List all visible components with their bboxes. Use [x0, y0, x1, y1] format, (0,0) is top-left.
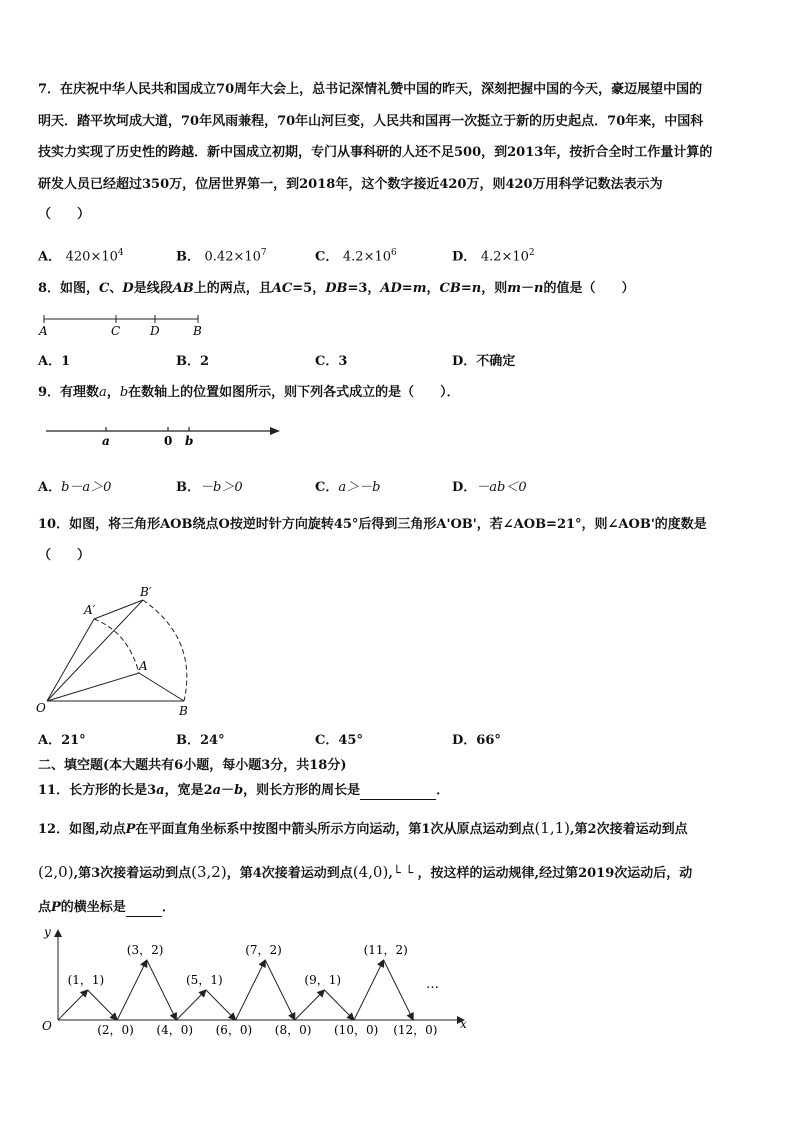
q9-label-b: b — [185, 434, 194, 448]
q10-line-2: （ ） — [38, 548, 91, 563]
q9-label-zero: 0 — [164, 434, 173, 448]
q12-bottom-label: (2，0) — [97, 1023, 134, 1037]
q9-option-b[interactable]: B．－b＞0 — [176, 480, 243, 495]
q12-path-segment — [58, 990, 88, 1020]
q10-option-c[interactable]: C．45° — [315, 733, 363, 748]
q12-path-segment — [206, 990, 236, 1020]
q12-bottom-label: (4，0) — [156, 1023, 194, 1037]
q12-axis-x-label: x — [460, 1017, 467, 1031]
q8-point-d-label: D — [150, 324, 160, 338]
q8-point-c-label: C — [111, 324, 121, 338]
q8-stem: 8．如图，C、D是线段AB上的两点，且AC=5，DB=3，AD=m，CB=n，则m－n的值是（ ） — [38, 281, 635, 296]
q12-line-2: (2,0),第3次接着运动到点(3,2)，第4次接着运动到点(4,0),└ └ ，按这样的运动规律,经过第2019次运动后，动 — [38, 863, 693, 881]
q12-bottom-label: (10，0) — [334, 1023, 379, 1037]
q12-peak-label: (3，2) — [126, 943, 164, 957]
q12-peak-label: (5，1) — [186, 973, 223, 987]
q8-point-b-label: B — [193, 324, 202, 338]
q10-option-d[interactable]: D．66° — [452, 733, 501, 748]
q10-option-b[interactable]: B．24° — [176, 733, 225, 748]
q12-path-segment — [265, 960, 295, 1020]
q8-segment-figure — [36, 312, 211, 340]
q12-origin-label: O — [42, 1019, 52, 1033]
q12-ellipsis: … — [426, 977, 439, 992]
q9-stem: 9．有理数a，b在数轴上的位置如图所示，则下列各式成立的是（ ）． — [38, 385, 460, 400]
q8-option-c[interactable]: C．3 — [315, 354, 348, 369]
q8-option-a[interactable]: A．1 — [38, 354, 71, 369]
q9-option-c[interactable]: C．a＞－b — [315, 480, 381, 495]
q7-option-c[interactable]: C． $4.2\times 10^6$ — [315, 248, 397, 265]
q12-path-segment — [354, 960, 384, 1020]
section-title-fill-blank: 二、填空题(本大题共有6小题，每小题3分，共18分) — [38, 758, 347, 773]
q12-peak-label: (1，1) — [67, 973, 105, 987]
q7-line-4: 研发人员已经超过350万，位居世界第一，到2018年，这个数字接近420万，则420万用科学记数法表示为 — [38, 177, 663, 192]
q11-stem: 11．长方形的长是3a，宽是2a－b，则长方形的周长是 ． — [38, 783, 450, 798]
q12-path-segment — [236, 960, 266, 1020]
q10-rotation-figure — [36, 584, 206, 719]
q8-option-d[interactable]: D．不确定 — [452, 354, 516, 369]
q7-option-d[interactable]: D． $4.2\times 10^2$ — [452, 248, 535, 265]
q8-point-a-label: A — [39, 324, 48, 338]
q7-option-a[interactable]: A． $420\times 10^4$ — [38, 248, 124, 265]
q12-path-segment — [324, 990, 354, 1020]
q12-line-3: 点P的横坐标是 ． — [38, 900, 175, 915]
q12-path-figure — [36, 925, 476, 1038]
q7-option-b[interactable]: B． $0.42\times 10^7$ — [176, 248, 267, 265]
q12-zigzag-path — [58, 960, 413, 1020]
q12-bottom-label: (6，0) — [215, 1023, 253, 1037]
q10-label-a: A — [139, 659, 148, 673]
q12-answer-blank[interactable] — [126, 900, 162, 917]
q10-label-a-prime: A′ — [84, 603, 96, 617]
q12-peak-label: (7，2) — [245, 943, 282, 957]
q12-bottom-label: (8，0) — [274, 1023, 312, 1037]
q7-line-3: 技实力实现了历史性的跨越．新中国成立初期，专门从事科研的人还不足500，到2013年，按折合全时工作量计算的 — [38, 145, 713, 160]
q12-peak-label: (11，2) — [363, 943, 408, 957]
q12-line-1: 12．如图,动点P在平面直角坐标系中按图中箭头所示方向运动，第1次从原点运动到点(1,1),第2次接着运动到点 — [38, 819, 688, 837]
q9-number-line — [44, 420, 284, 448]
q11-answer-blank[interactable] — [360, 783, 436, 800]
q12-path-segment — [147, 960, 177, 1020]
q9-label-a: a — [102, 434, 110, 448]
q10-line-1: 10．如图，将三角形AOB绕点O按逆时针方向旋转45°后得到三角形A'OB'，若∠AOB=21°，则∠AOB'的度数是 — [38, 517, 707, 532]
q10-label-b-prime: B′ — [140, 585, 152, 599]
q10-label-b: B — [179, 704, 188, 718]
q12-path-segment — [88, 990, 118, 1020]
q9-option-a[interactable]: A．b－a＞0 — [38, 480, 112, 495]
q7-line-5: （ ） — [38, 207, 91, 222]
q12-path-segment — [384, 960, 414, 1020]
q8-option-b[interactable]: B．2 — [176, 354, 210, 369]
q12-peak-label: (9，1) — [304, 973, 342, 987]
q7-line-2: 明天．踏平坎坷成大道，70年风雨兼程，70年山河巨变，人民共和国再一次挺立于新的历史起点．70年来，中国科 — [38, 114, 704, 129]
q12-path-segment — [295, 990, 325, 1020]
q12-point-labels — [68, 943, 438, 1037]
q12-path-segment — [176, 990, 206, 1020]
q12-axis-y-label: y — [44, 925, 51, 939]
q7-line-1: 7．在庆祝中华人民共和国成立70周年大会上，总书记深情礼赞中国的昨天，深刻把握中国的今天，豪迈展望中国的 — [38, 82, 703, 97]
q12-bottom-label: (12，0) — [393, 1023, 438, 1037]
q10-label-o: O — [36, 701, 46, 715]
q10-option-a[interactable]: A．21° — [38, 733, 86, 748]
q12-path-segment — [117, 960, 147, 1020]
q9-option-d[interactable]: D．－ab＜0 — [452, 480, 527, 495]
